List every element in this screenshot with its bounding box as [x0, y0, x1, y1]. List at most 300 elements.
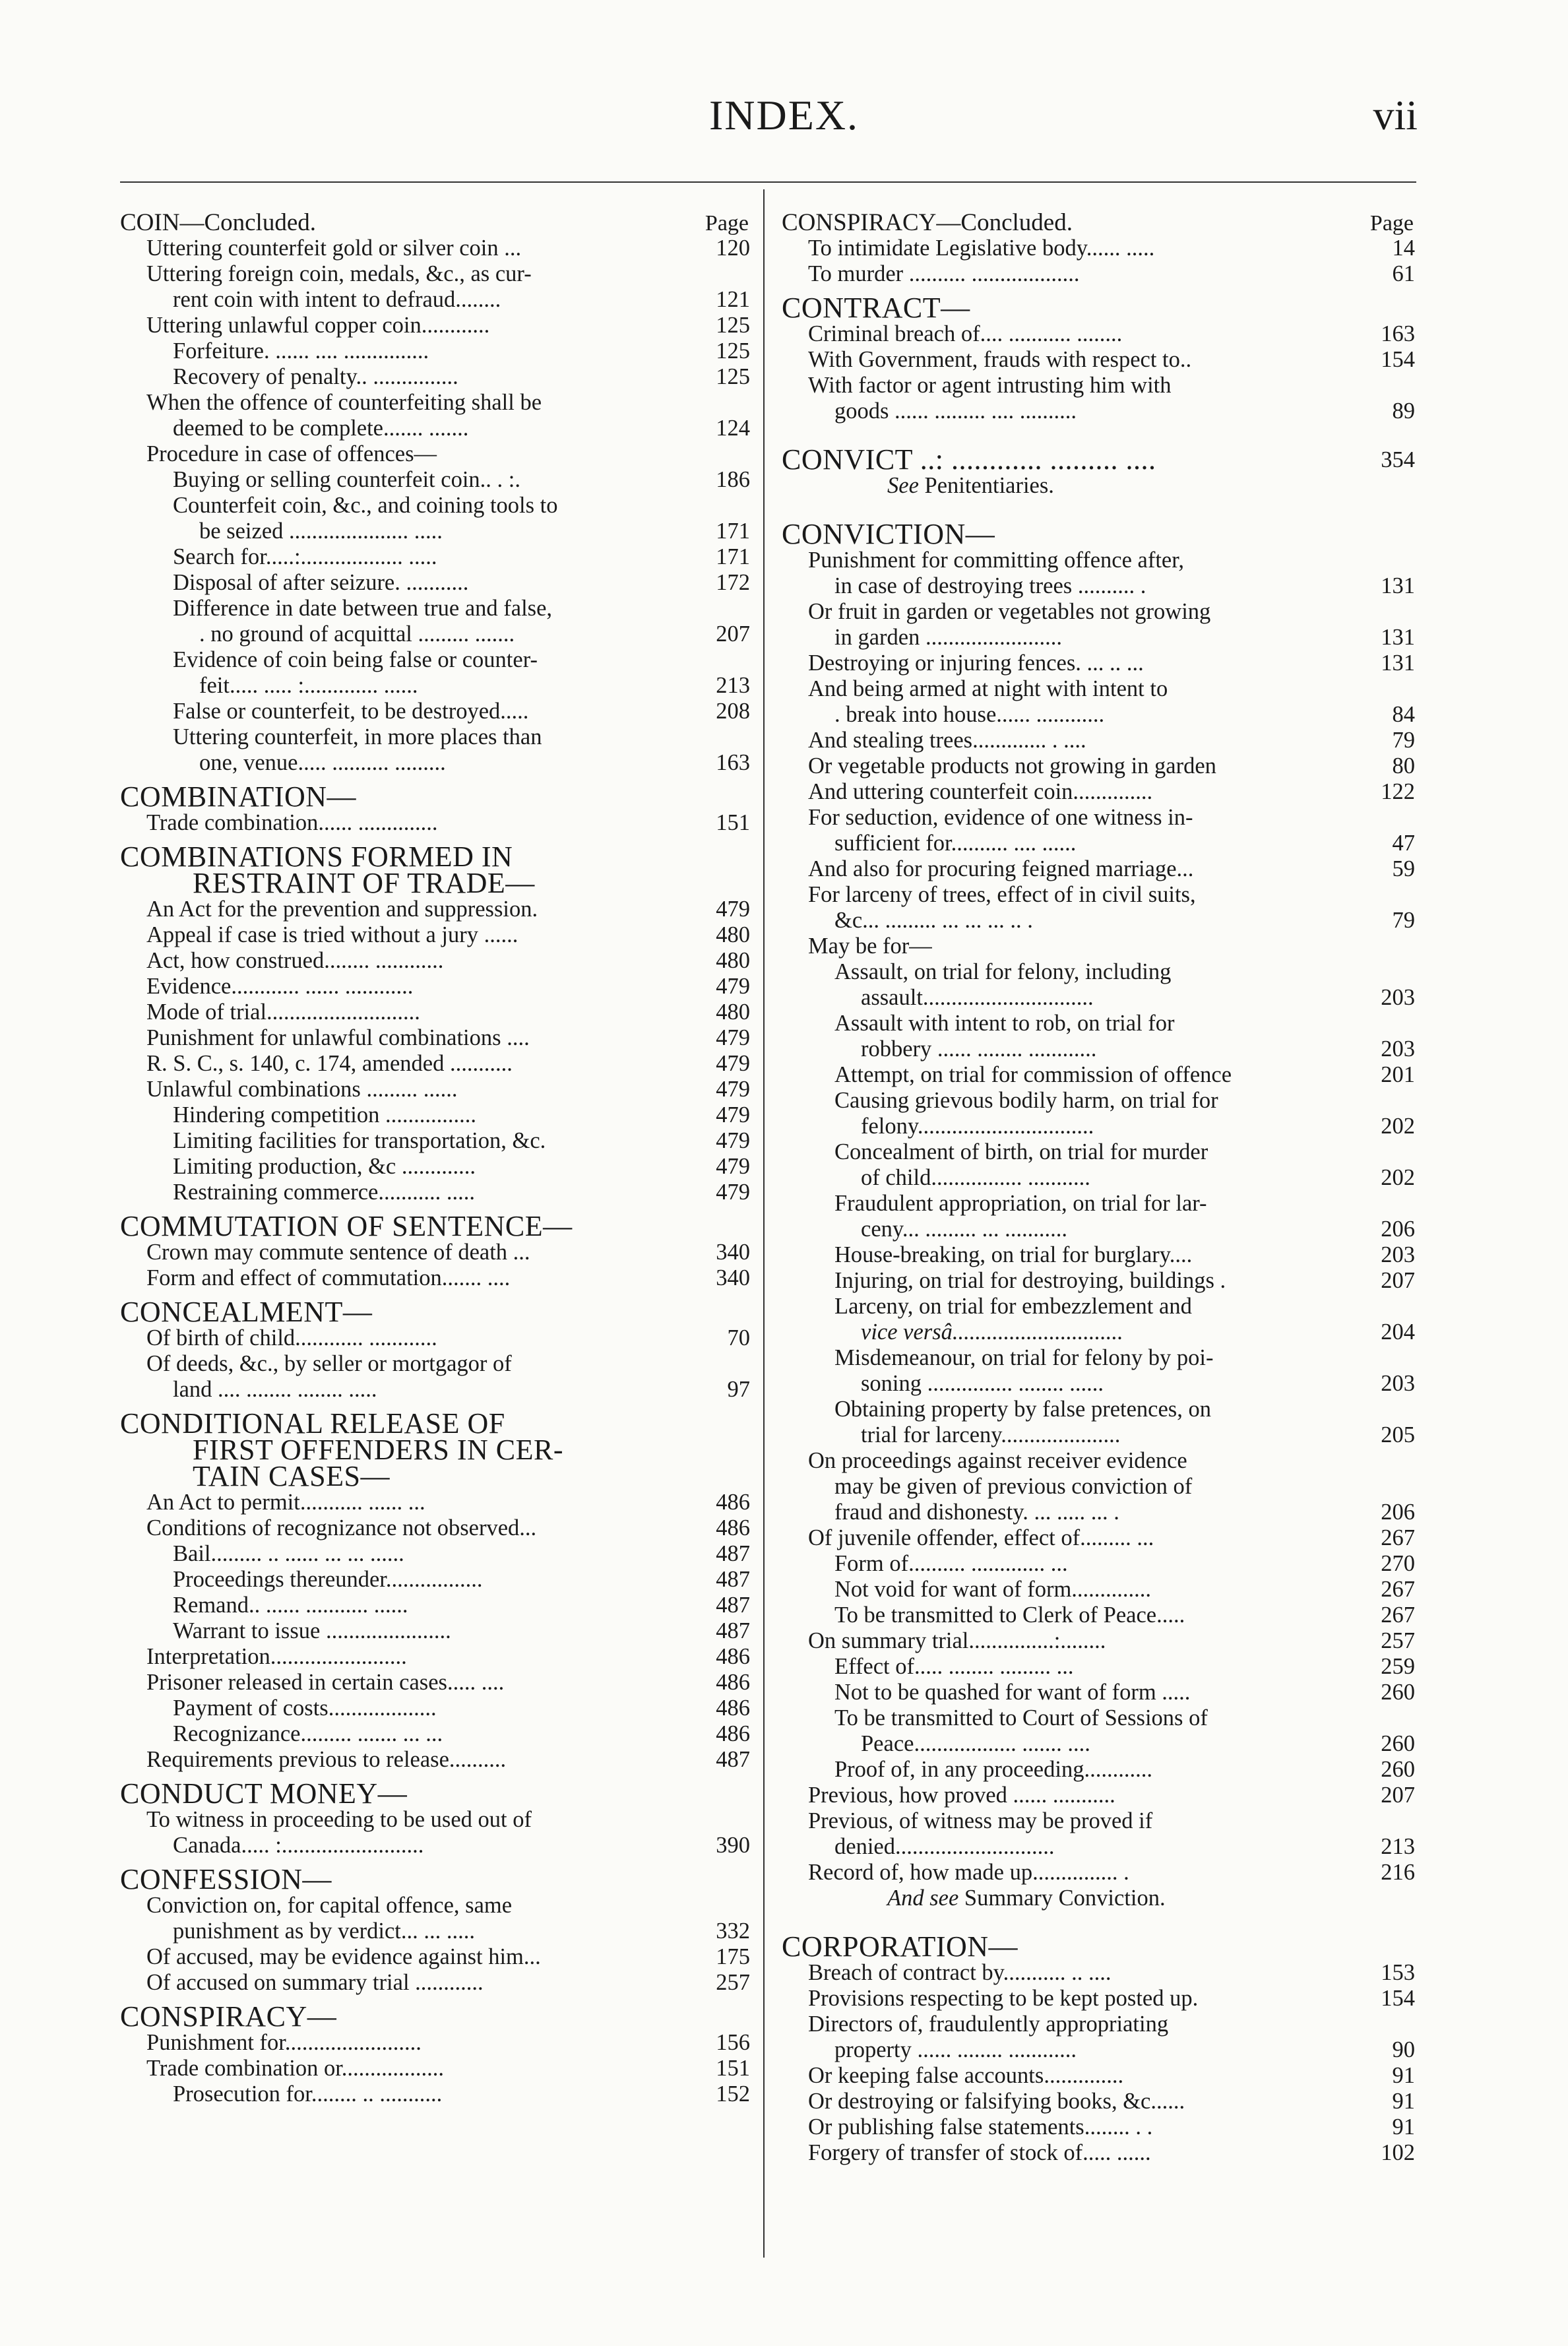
entry-line: ceny... ......... ... ........... [861, 1217, 1068, 1242]
entry-line: Procedure in case of offences— [146, 441, 437, 466]
page-reference: 203 [1381, 1036, 1415, 1062]
entry-line: Or destroying or falsifying books, &c...... [808, 2089, 1185, 2114]
index-heading [782, 443, 1415, 476]
page-reference: 486 [716, 1515, 750, 1540]
index-entry [120, 2030, 750, 2056]
entry-line: Payment of costs................... [173, 1696, 437, 1721]
index-entry [782, 2063, 1415, 2089]
index-entry [120, 1265, 750, 1291]
entry-line: Canada..... :......................... [173, 1833, 424, 1858]
page-reference: 390 [716, 1833, 750, 1858]
page-reference: 479 [716, 974, 750, 999]
entry-line: Uttering unlawful copper coin............ [146, 313, 490, 338]
entry-line: Peace.................. ....... .... [861, 1731, 1090, 1756]
page-reference: 259 [1381, 1654, 1415, 1679]
entry-line: When the offence of counterfeiting shall be [146, 390, 542, 415]
entry-line: Assault, on trial for felony, including [834, 959, 1172, 984]
index-entry [120, 261, 750, 313]
heading-line: CONFESSION— [120, 1863, 332, 1895]
index-entry [120, 1670, 750, 1696]
page-reference: 91 [1392, 2063, 1415, 2088]
entry-line: Unlawful combinations ......... ...... [146, 1077, 458, 1102]
index-entry [782, 753, 1415, 779]
page-reference: 487 [716, 1618, 750, 1643]
index-entry [782, 1062, 1415, 1088]
page-reference: 70 [727, 1325, 750, 1350]
page-reference: 205 [1381, 1422, 1415, 1447]
page-reference: 213 [716, 673, 750, 698]
index-entry [782, 1680, 1415, 1705]
column-divider [763, 189, 765, 2258]
entry-line: Counterfeit coin, &c., and coining tools to [173, 493, 558, 518]
page-reference: 125 [716, 364, 750, 389]
entry-line: Restraining commerce........... ..... [173, 1180, 475, 1205]
page-reference: 156 [716, 2030, 750, 2055]
index-entry [120, 1351, 750, 1403]
entry-line: Or fruit in garden or vegetables not growing [808, 599, 1211, 624]
heading-line: CORPORATION— [782, 1930, 1019, 1963]
page-reference: 208 [716, 699, 750, 724]
index-entry [782, 856, 1415, 882]
index-heading [120, 1296, 750, 1328]
entry-line: Record of, how made up............... . [808, 1860, 1129, 1885]
index-entry [120, 897, 750, 922]
page-reference: 84 [1392, 702, 1415, 727]
page-reference: 91 [1392, 2114, 1415, 2140]
index-entry [120, 544, 750, 570]
index-entry [120, 338, 750, 364]
index-entry [782, 1191, 1415, 1242]
entry-line: And stealing trees............. . .... [808, 728, 1086, 753]
index-entry [120, 1541, 750, 1567]
entry-line: Difference in date between true and false, [173, 596, 553, 621]
index-entry [120, 724, 750, 776]
page-reference: 90 [1392, 2037, 1415, 2062]
page-reference: 151 [716, 2056, 750, 2081]
page-reference: 204 [1381, 1319, 1415, 1345]
index-entry [120, 236, 750, 261]
entry-line: Limiting production, &c ............. [173, 1154, 476, 1179]
index-entry [782, 1960, 1415, 1986]
index-entry [782, 1088, 1415, 1139]
page-reference: 486 [716, 1670, 750, 1695]
page-reference: 267 [1381, 1577, 1415, 1602]
entry-line: Provisions respecting to be kept posted up. [808, 1986, 1199, 2011]
index-entry [120, 1025, 750, 1051]
entry-line: Conditions of recognizance not observed... [146, 1515, 537, 1540]
index-entry [120, 974, 750, 999]
page-reference: 480 [716, 999, 750, 1025]
index-entry [120, 1102, 750, 1128]
index-entry [120, 1051, 750, 1077]
entry-line: House-breaking, on trial for burglary.... [834, 1242, 1193, 1267]
entry-line: Or publishing false statements........ . . [808, 2114, 1153, 2140]
index-entry [120, 1180, 750, 1205]
page-reference: 340 [716, 1240, 750, 1265]
page-reference: 79 [1392, 728, 1415, 753]
index-entry [120, 1644, 750, 1670]
index-entry [120, 570, 750, 596]
index-entry [120, 467, 750, 493]
entry-line: Bail......... .. ...... ... ... ...... [173, 1541, 404, 1566]
entry-line: For seduction, evidence of one witness in- [808, 805, 1193, 830]
entry-line: Uttering foreign coin, medals, &c., as cur- [146, 261, 532, 286]
entry-line: To witness in proceeding to be used out of [146, 1807, 532, 1832]
index-column-left [120, 210, 750, 2107]
entry-line: Directors of, fraudulently appropriating [808, 2012, 1169, 2037]
page-reference: 131 [1381, 650, 1415, 676]
heading-line: CONVICT ..: ............ ......... .... [782, 443, 1156, 476]
page-reference: 486 [716, 1490, 750, 1515]
entry-line: feit..... ..... :............. ...... [199, 673, 418, 698]
entry-line: robbery ...... ........ ............ [861, 1036, 1097, 1062]
page-reference: 154 [1381, 1986, 1415, 2011]
index-entry [782, 1602, 1415, 1628]
entry-line: To be transmitted to Clerk of Peace..... [834, 1602, 1185, 1628]
heading-line: CONTRACT— [782, 292, 970, 324]
entry-line: Obtaining property by false pretences, on [834, 1397, 1211, 1422]
entry-line: An Act for the prevention and suppression. [146, 897, 538, 922]
page-reference: 97 [727, 1377, 750, 1402]
index-entry [782, 2114, 1415, 2140]
entry-line: Or vegetable products not growing in garden [808, 753, 1216, 778]
index-entry [120, 390, 750, 441]
index-heading [120, 1863, 750, 1895]
page-reference: 479 [716, 1051, 750, 1076]
entry-line: May be for— [808, 934, 932, 959]
entry-line: Larceny, on trial for embezzlement and [834, 1294, 1192, 1319]
page-reference: 163 [1381, 321, 1415, 346]
entry-line: Uttering counterfeit gold or silver coin ... [146, 236, 522, 261]
entry-line: Forgery of transfer of stock of..... ...... [808, 2140, 1151, 2165]
page-reference: 202 [1381, 1165, 1415, 1190]
index-entry [782, 1525, 1415, 1551]
page-reference: 487 [716, 1567, 750, 1592]
page-reference: 131 [1381, 625, 1415, 650]
index-entry [782, 1294, 1415, 1345]
index-entry [120, 364, 750, 390]
index-entry [782, 2140, 1415, 2166]
entry-line: trial for larceny..................... [861, 1422, 1121, 1447]
entry-line: Previous, of witness may be proved if [808, 1808, 1153, 1833]
index-heading [782, 1930, 1415, 1963]
entry-line: Evidence............ ...... ............ [146, 974, 414, 999]
entry-line: On summary trial...............:........ [808, 1628, 1106, 1653]
page-reference: 486 [716, 1721, 750, 1746]
index-entry [782, 599, 1415, 650]
entry-line: Or keeping false accounts.............. [808, 2063, 1124, 2088]
page-reference: 486 [716, 1644, 750, 1669]
entry-line: Criminal breach of.... ........... ........ [808, 321, 1123, 346]
index-entry [782, 1783, 1415, 1808]
entry-line: punishment as by verdict... ... ..... [173, 1918, 476, 1944]
page-reference: 154 [1381, 347, 1415, 372]
index-entry [782, 1654, 1415, 1680]
page-reference: 206 [1381, 1217, 1415, 1242]
entry-line: Of birth of child............ ............ [146, 1325, 437, 1350]
index-entry [120, 1325, 750, 1351]
page-reference: 124 [716, 416, 750, 441]
page-reference: 89 [1392, 398, 1415, 424]
entry-line: Misdemeanour, on trial for felony by poi- [834, 1345, 1214, 1370]
index-entry [120, 922, 750, 948]
page-reference: 206 [1381, 1500, 1415, 1525]
page-reference: 131 [1381, 573, 1415, 598]
page-reference: 203 [1381, 1242, 1415, 1267]
entry-line: Fraudulent appropriation, on trial for lar- [834, 1191, 1207, 1216]
page-reference: 479 [716, 1025, 750, 1050]
entry-line: . break into house...... ............ [834, 702, 1105, 727]
index-entry [120, 1490, 750, 1515]
page-reference: 480 [716, 948, 750, 973]
entry-line: Uttering counterfeit, in more places than [173, 724, 542, 749]
index-heading [120, 1777, 750, 1810]
entry-line: felony............................... [861, 1114, 1094, 1139]
spacer [782, 1911, 1415, 1926]
entry-line: assault.............................. [861, 985, 1094, 1010]
page-reference: 125 [716, 338, 750, 364]
page-reference: 203 [1381, 1371, 1415, 1396]
page-reference: 479 [716, 1102, 750, 1127]
index-heading [782, 518, 1415, 550]
page-reference: 332 [716, 1918, 750, 1944]
entry-line: Injuring, on trial for destroying, buildings . [834, 1268, 1226, 1293]
heading-line: COMBINATIONS FORMED IN [120, 840, 513, 873]
heading-line: COMMUTATION OF SENTENCE— [120, 1210, 573, 1242]
entry-line: Causing grievous bodily harm, on trial for [834, 1088, 1218, 1113]
spacer [782, 499, 1415, 513]
index-entry [120, 1515, 750, 1541]
page-reference: 260 [1381, 1731, 1415, 1756]
entry-line: Disposal of after seizure. ........... [173, 570, 469, 595]
index-entry [782, 1986, 1415, 2012]
entry-line: R. S. C., s. 140, c. 174, amended ........... [146, 1051, 513, 1076]
index-entry [782, 779, 1415, 805]
entry-line: Buying or selling counterfeit coin.. . :. [173, 467, 520, 492]
entry-line: rent coin with intent to defraud........ [173, 287, 501, 312]
index-entry [782, 1242, 1415, 1268]
index-entry [782, 373, 1415, 424]
entry-line: Of juvenile offender, effect of......... ... [808, 1525, 1154, 1550]
index-entry [120, 2056, 750, 2081]
index-entry [120, 1747, 750, 1773]
entry-line: be seized ..................... ..... [199, 519, 443, 544]
entry-line: An Act to permit........... ...... ... [146, 1490, 425, 1515]
page-reference: 260 [1381, 1757, 1415, 1782]
page-reference: 267 [1381, 1602, 1415, 1628]
entry-line: With factor or agent intrusting him with [808, 373, 1172, 398]
page-reference: 121 [716, 287, 750, 312]
entry-line: False or counterfeit, to be destroyed..... [173, 699, 529, 724]
heading-line: RESTRAINT OF TRADE— [193, 867, 535, 899]
entry-line: Not to be quashed for want of form ..... [834, 1680, 1191, 1705]
entry-line: Effect of..... ........ ......... ... [834, 1654, 1074, 1679]
entry-line: Form and effect of commutation....... .... [146, 1265, 511, 1290]
entry-line: Mode of trial........................... [146, 999, 420, 1025]
entry-line: Of deeds, &c., by seller or mortgagor of [146, 1351, 512, 1376]
heading-line: TAIN CASES— [193, 1460, 390, 1492]
entry-line: Search for.....:.................. ..... [173, 544, 437, 569]
entry-line: Limiting facilities for transportation, &c. [173, 1128, 546, 1153]
page-reference: 172 [716, 570, 750, 595]
entry-line: Prisoner released in certain cases..... .... [146, 1670, 505, 1695]
entry-line: fraud and dishonesty. ... ..... ... . [834, 1500, 1119, 1525]
index-entry [120, 810, 750, 836]
page-reference: 479 [716, 1154, 750, 1179]
index-heading [120, 840, 750, 899]
entry-line: Appeal if case is tried without a jury ...... [146, 922, 518, 947]
page-reference: 486 [716, 1696, 750, 1721]
entry-line: Assault with intent to rob, on trial for [834, 1011, 1175, 1036]
index-heading [120, 780, 750, 813]
index-entry [782, 934, 1415, 959]
top-rule [120, 181, 1416, 183]
index-entry [782, 676, 1415, 728]
entry-line: Form of.......... ............. ... [834, 1551, 1068, 1576]
index-heading: CONSPIRACY—Concluded. [782, 209, 1073, 236]
index-entry [120, 1893, 750, 1944]
page-reference: 80 [1392, 753, 1415, 778]
see-label: See [887, 473, 919, 498]
page-reference: 479 [716, 1077, 750, 1102]
entry-line: Of accused, may be evidence against him... [146, 1944, 541, 1969]
entry-line: Punishment for committing offence after, [808, 548, 1184, 573]
column-head-row [120, 210, 750, 236]
entry-line: sufficient for.......... .... ...... [834, 831, 1077, 856]
entry-line: Recovery of penalty.. ............... [173, 364, 458, 389]
index-column-right [782, 210, 1415, 2166]
entry-line: Act, how construed........ ............ [146, 948, 444, 973]
page-reference: 203 [1381, 985, 1415, 1010]
index-entry [120, 948, 750, 974]
index-entry [120, 1240, 750, 1265]
entry-line: one, venue..... .......... ......... [199, 750, 446, 775]
index-entry [782, 1448, 1415, 1525]
index-entry [782, 347, 1415, 373]
index-entry [782, 236, 1415, 261]
entry-line: Trade combination or.................. [146, 2056, 445, 2081]
entry-line: Previous, how proved ...... ........... [808, 1783, 1115, 1808]
entry-line: . no ground of acquittal ......... ....... [199, 621, 515, 647]
see-label: And see [887, 1886, 959, 1911]
page-reference: 202 [1381, 1114, 1415, 1139]
index-entry [782, 1860, 1415, 1886]
page-reference: 152 [716, 2081, 750, 2107]
index-entry [120, 1721, 750, 1747]
index-entry [120, 1696, 750, 1721]
heading-line: CONSPIRACY— [120, 2000, 337, 2033]
page-reference: 59 [1392, 856, 1415, 881]
index-entry [120, 1593, 750, 1618]
index-entry [782, 1345, 1415, 1397]
heading-line: COMBINATION— [120, 780, 356, 813]
page-column-label: Page [705, 211, 749, 236]
heading-line: CONDUCT MONEY— [120, 1777, 408, 1810]
index-entry [782, 959, 1415, 1011]
index-heading [120, 2000, 750, 2033]
index-entry [782, 805, 1415, 856]
page-reference: 487 [716, 1747, 750, 1772]
entry-line: Of accused on summary trial ............ [146, 1970, 484, 1995]
entry-line: Recognizance......... ....... ... ... [173, 1721, 443, 1746]
index-entry [782, 2012, 1415, 2063]
index-entry [782, 728, 1415, 753]
index-heading [120, 1407, 750, 1492]
page-reference: 207 [716, 621, 750, 647]
page-column-label: Page [1369, 211, 1414, 236]
index-entry [782, 1139, 1415, 1191]
entry-line: On proceedings against receiver evidence [808, 1448, 1187, 1473]
index-entry [782, 1397, 1415, 1448]
index-entry [782, 1011, 1415, 1062]
entry-line: Forfeiture. ...... .... ............... [173, 338, 429, 364]
index-entry [782, 1757, 1415, 1783]
spacer [782, 424, 1415, 439]
entry-line: &c... ......... ... ... ... .. . [834, 908, 1033, 933]
index-entry [782, 1551, 1415, 1577]
entry-line: property ...... ........ ............ [834, 2037, 1077, 2062]
page-reference: 171 [716, 544, 750, 569]
page-reference: 354 [1381, 447, 1415, 472]
index-entry [120, 1567, 750, 1593]
index-entry [782, 1268, 1415, 1294]
index-entry [782, 882, 1415, 934]
entry-line: With Government, frauds with respect to.. [808, 347, 1192, 372]
page-reference: 257 [716, 1970, 750, 1995]
continued-label: Concluded. [204, 209, 317, 236]
page-reference: 340 [716, 1265, 750, 1290]
page-reference: 201 [1381, 1062, 1415, 1087]
index-entry [120, 1807, 750, 1858]
page-reference: 487 [716, 1593, 750, 1618]
entry-line: Concealment of birth, on trial for murder [834, 1139, 1208, 1164]
index-entry [782, 2089, 1415, 2114]
heading-line: CONDITIONAL RELEASE OF [120, 1407, 505, 1440]
index-entry [120, 1618, 750, 1644]
index-entry [120, 1970, 750, 1996]
entry-line: deemed to be complete....... ....... [173, 416, 469, 441]
entry-line: land .... ........ ........ ..... [173, 1377, 377, 1402]
entry-line: And also for procuring feigned marriage... [808, 856, 1194, 881]
page-reference: 175 [716, 1944, 750, 1969]
index-entry [782, 548, 1415, 599]
entry-line: denied............................ [834, 1834, 1055, 1859]
index-entry [782, 1808, 1415, 1860]
page-reference: 479 [716, 1128, 750, 1153]
index-entry [782, 1577, 1415, 1602]
page-reference: 216 [1381, 1860, 1415, 1885]
entry-line: in case of destroying trees .......... . [834, 573, 1146, 598]
see-also-reference: See Penitentiaries. [887, 473, 1054, 498]
page-reference: 186 [716, 467, 750, 492]
entry-line: Proof of, in any proceeding............ [834, 1757, 1152, 1782]
page-reference: 171 [716, 519, 750, 544]
page-reference: 270 [1381, 1551, 1415, 1576]
index-entry [120, 313, 750, 338]
entry-line: Conviction on, for capital offence, same [146, 1893, 513, 1918]
entry-line: Not void for want of form.............. [834, 1577, 1152, 1602]
page-reference: 47 [1392, 831, 1415, 856]
entry-line: To murder .......... ................... [808, 261, 1080, 286]
entry-line: Punishment for........................ [146, 2030, 422, 2055]
entry-line: Proceedings thereunder................. [173, 1567, 483, 1592]
entry-line: Evidence of coin being false or counter- [173, 647, 538, 672]
entry-line: Hindering competition ................ [173, 1102, 476, 1127]
index-heading [120, 1210, 750, 1242]
entry-line: Trade combination...... .............. [146, 810, 438, 835]
index-entry [120, 493, 750, 544]
page-reference: 480 [716, 922, 750, 947]
